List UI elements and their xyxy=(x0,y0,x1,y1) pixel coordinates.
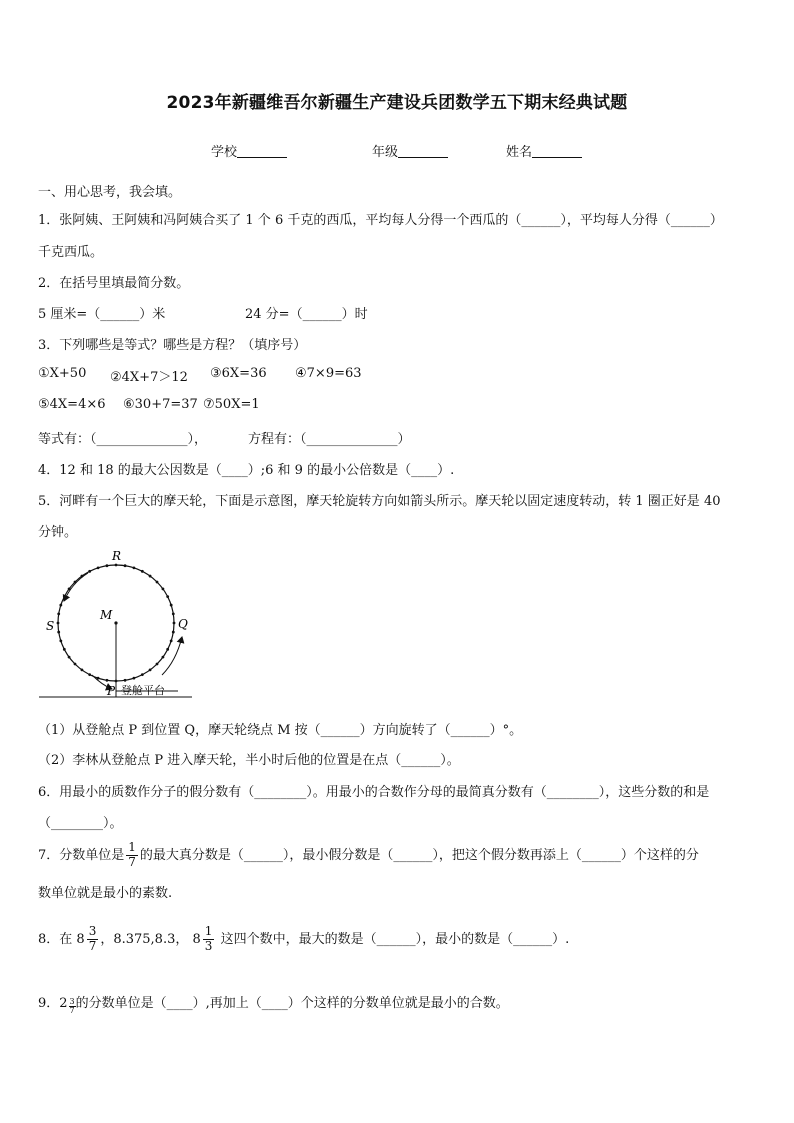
seat-dot xyxy=(156,663,159,666)
fraction-one-seventh: $\frac{1}{7}$ xyxy=(128,840,136,869)
question-9: 9．2 $\frac{3}{7}$ 的分数单位是（____）,再加上（____）个这样的分数单位就是最小的合数。 xyxy=(38,996,509,1015)
seat-dot xyxy=(57,631,60,634)
label-p: P xyxy=(107,684,116,698)
seat-dot xyxy=(156,581,159,584)
grade-label: 年级 xyxy=(372,145,399,160)
question-2-a: 5 厘米=（______）米 xyxy=(38,307,166,322)
platform-label: 登舱平台 xyxy=(121,684,165,697)
question-6-line-2: （________）。 xyxy=(38,816,123,831)
seat-dot xyxy=(81,669,84,672)
question-8: 8．在 8 $\frac{3}{7}$ ，8.375,8.3， 8 $\frac{1}{3}$ 这四个数中，最大的数是（______），最小的数是（______）. xyxy=(38,924,570,953)
question-6-line-1: 6．用最小的质数作分子的假分数有（________）。用最小的合数作分母的最简真分数有（________），这些分数的和是 xyxy=(38,785,710,800)
seat-dot xyxy=(63,648,66,651)
school-label: 学校 xyxy=(211,145,238,160)
question-4: 4．12 和 18 的最大公因数是（____）;6 和 9 的最小公倍数是（____）. xyxy=(38,463,455,478)
q3-item-5: ⑤4X=4×6 xyxy=(38,397,106,412)
label-s: S xyxy=(46,619,55,633)
q3-item-1: ①X+50 xyxy=(38,366,87,381)
q3-item-4: ④7×9=63 xyxy=(295,366,362,381)
question-7-line-1: 7．分数单位是 $\frac{1}{7}$ 的最大真分数是（______），最小假分数是（______），把这个假分数再添上（______）个这样的分 xyxy=(38,840,699,869)
seat-dot xyxy=(162,588,165,591)
label-r: R xyxy=(112,549,122,563)
seat-dot xyxy=(170,604,173,607)
grade-blank[interactable] xyxy=(398,143,448,158)
center-point xyxy=(114,621,117,624)
seat-dot xyxy=(57,613,60,616)
page-title: 2023年新疆维吾尔新疆生产建设兵团数学五下期末经典试题 xyxy=(166,93,628,113)
q3-item-7: ⑦50X=1 xyxy=(203,397,260,412)
question-1-line-2: 千克西瓜。 xyxy=(38,245,104,260)
question-5-sub-2: （2）李林从登舱点 P 进入摩天轮，半小时后他的位置是在点（______）。 xyxy=(38,753,460,768)
rotation-arrow-left xyxy=(64,573,88,601)
fraction-three-sevenths: $\frac{3}{7}$ xyxy=(88,924,97,953)
label-m: M xyxy=(100,608,113,622)
school-field xyxy=(211,141,287,160)
seat-dot xyxy=(149,669,152,672)
seat-dot xyxy=(74,663,77,666)
label-q: Q xyxy=(178,617,188,631)
question-2-line-1: 2．在括号里填最简分数。 xyxy=(38,276,190,291)
seat-dot xyxy=(124,564,127,567)
seat-dot xyxy=(162,656,165,659)
q3-item-3: ③6X=36 xyxy=(210,366,267,381)
seat-dot xyxy=(173,622,176,625)
question-7-line-2: 数单位就是最小的素数. xyxy=(38,886,173,901)
rotation-arrow-right xyxy=(162,637,182,675)
seat-dot xyxy=(166,595,169,598)
seat-dot xyxy=(141,570,144,573)
section-heading: 一、用心思考，我会填。 xyxy=(38,185,182,200)
seat-dot xyxy=(172,613,175,616)
seat-dot xyxy=(97,566,100,569)
seat-dot xyxy=(172,631,175,634)
seat-dot xyxy=(57,622,60,625)
seat-dot xyxy=(106,564,109,567)
ferris-wheel-diagram xyxy=(36,545,206,705)
seat-dot xyxy=(141,673,144,676)
seat-dot xyxy=(88,673,91,676)
q3-item-2: ②4X+7＞12 xyxy=(110,370,188,385)
seat-dot xyxy=(59,604,62,607)
question-5-sub-1: （1）从登舱点 P 到位置 Q，摩天轮绕点 M 按（______）方向旋转了（______）°。 xyxy=(38,723,523,738)
name-field xyxy=(506,141,582,160)
q3-fangcheng-answer: 方程有：（______________） xyxy=(248,432,411,447)
q3-item-6: ⑥30+7=37 xyxy=(123,397,198,412)
seat-dot xyxy=(68,656,71,659)
seat-dot xyxy=(149,575,152,578)
seat-dot xyxy=(170,640,173,643)
grade-field xyxy=(372,141,448,160)
question-5-line-2: 分钟。 xyxy=(38,525,78,540)
seat-dot xyxy=(59,640,62,643)
q3-equation-answer: 等式有：（______________）， xyxy=(38,432,208,447)
question-2-b: 24 分=（______）时 xyxy=(245,307,368,322)
fraction-one-third: $\frac{1}{3}$ xyxy=(204,924,213,953)
seat-dot xyxy=(133,677,136,680)
question-5-line-1: 5．河畔有一个巨大的摩天轮，下面是示意图，摩天轮旋转方向如箭头所示。摩天轮以固定速度转动，转 1 圈正好是 40 xyxy=(38,494,721,509)
question-1-line-1: 1．张阿姨、王阿姨和冯阿姨合买了 1 个 6 千克的西瓜，平均每人分得一个西瓜的（______），平均每人分得（______） xyxy=(38,213,723,228)
seat-dot xyxy=(115,564,118,567)
fraction-small-three-sevenths: $\frac{3}{7}$ xyxy=(69,997,75,1015)
school-blank[interactable] xyxy=(237,143,287,158)
seat-dot xyxy=(166,648,169,651)
seat-dot xyxy=(106,679,109,682)
seat-dot xyxy=(88,570,91,573)
seat-dot xyxy=(133,566,136,569)
name-blank[interactable] xyxy=(532,143,582,158)
name-label: 姓名 xyxy=(506,145,533,160)
seat-dot xyxy=(124,679,127,682)
question-3-line-1: 3．下列哪些是等式？哪些是方程？（填序号） xyxy=(38,338,307,353)
